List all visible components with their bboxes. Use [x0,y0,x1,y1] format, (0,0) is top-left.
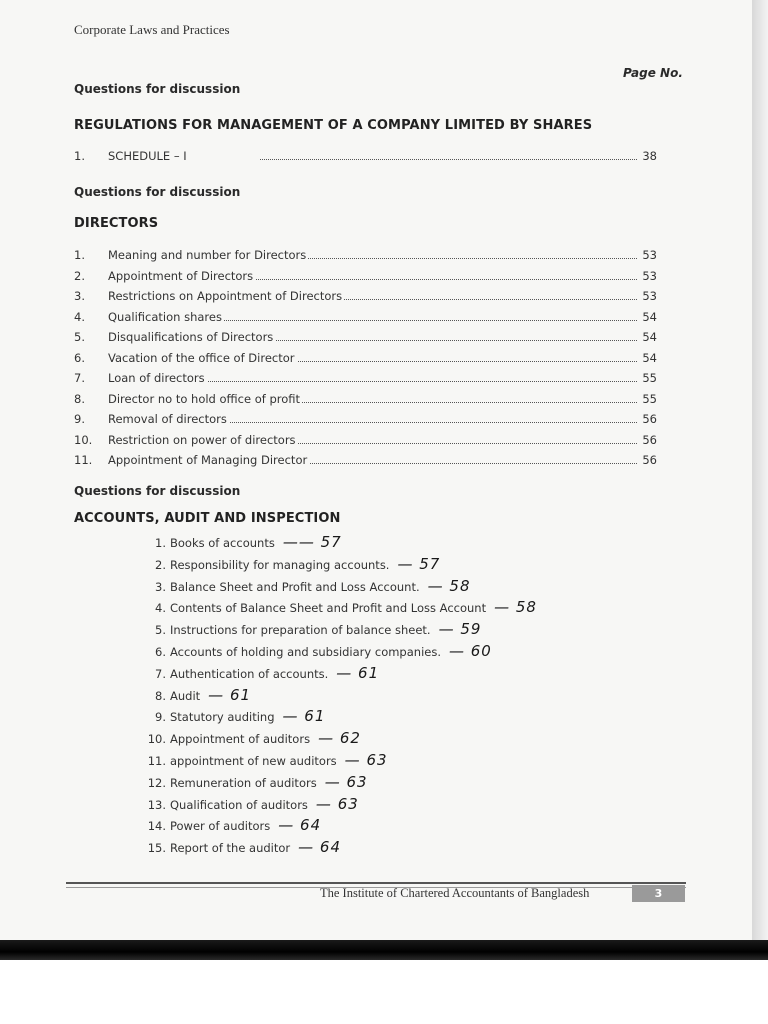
entry-number: 7. [155,666,166,681]
handwritten-page-note: —— 57 [282,533,342,551]
entry-number: 14. [147,819,166,834]
directors-entry [74,453,657,469]
entry-label: Director no to hold office of profit [108,391,301,406]
handwritten-page-note: — 58 [427,576,471,595]
accounts-entry [140,838,341,856]
accounts-entry [140,642,492,660]
entry-label: Qualification of auditors [170,797,308,812]
entry-label: Instructions for preparation of balance sheet. [170,623,431,638]
directors-heading: DIRECTORS [74,216,159,231]
accounts-entry [140,533,342,551]
entry-label: Remuneration of auditors [170,775,317,790]
entry-page: 56 [642,412,657,426]
accounts-entry [140,620,481,638]
entry-label: Appointment of Directors [108,268,254,283]
entry-number: 3. [74,289,85,303]
entry-number: 1. [74,149,85,163]
entry-page: 53 [642,268,657,283]
handwritten-page-note: — 61 [336,663,380,682]
questions-heading-2: Questions for discussion [74,185,241,199]
handwritten-page-note: — 63 [324,772,368,791]
handwritten-page-note: — 63 [344,751,388,769]
entry-label: Authentication of accounts. [170,666,329,681]
entry-number: 5. [155,623,166,638]
entry-page: 38 [642,149,657,163]
accounts-entry [140,707,325,725]
handwritten-page-note: — 57 [397,554,441,573]
directors-entry [74,371,657,387]
handwritten-page-note: — 63 [315,794,359,813]
entry-label: Report of the auditor [170,841,291,856]
questions-heading-1: Questions for discussion [74,82,241,96]
entry-label: Statutory auditing [170,710,275,725]
entry-page: 56 [642,453,657,467]
entry-label: Balance Sheet and Profit and Loss Account. [170,579,420,594]
entry-number: 4. [74,309,85,324]
entry-page: 56 [642,432,657,447]
accounts-entry [140,729,361,747]
directors-entry [74,269,657,285]
accounts-entry [140,773,368,791]
accounts-entry [140,555,440,573]
entry-number: 1. [155,536,166,550]
entry-number: 12. [147,775,166,790]
footer-institute: The Institute of Chartered Accountants of Bangladesh [320,886,590,900]
directors-entry [74,392,657,408]
accounts-entry [140,816,321,834]
running-header: Corporate Laws and Practices [74,22,230,37]
entry-page: 53 [642,248,657,262]
regulations-heading: REGULATIONS FOR MANAGEMENT OF A COMPANY LIMITED BY SHARES [74,118,593,133]
entry-page: 54 [642,350,657,365]
entry-label: Restrictions on Appointment of Directors [108,289,343,303]
handwritten-page-note: — 61 [282,707,326,726]
entry-number: 2. [74,268,85,283]
directors-entry [74,248,657,264]
page-edge-shadow [752,0,768,1024]
entry-number: 8. [74,391,85,406]
entry-page: 55 [642,391,657,406]
entry-number: 9. [74,412,85,426]
entry-number: 5. [74,330,85,344]
handwritten-page-note: — 62 [318,729,361,748]
handwritten-page-note: — 60 [448,642,492,660]
entry-label: Restriction on power of directors [108,432,296,447]
entry-label: Loan of directors [108,371,205,385]
entry-label: Meaning and number for Directors [108,248,307,262]
entry-label: Books of accounts [170,536,275,550]
entry-label: appointment of new auditors [170,754,337,768]
entry-label: Appointment of auditors [170,732,311,747]
entry-number: 11. [74,453,93,467]
directors-entry [74,351,657,367]
entry-number: 6. [74,350,85,365]
entry-label: Responsibility for managing accounts. [170,557,390,572]
accounts-entry [140,686,251,704]
page-number-badge: 3 [632,885,685,902]
entry-page: 54 [642,330,657,344]
directors-entry [74,330,657,346]
entry-label: Accounts of holding and subsidiary companies. [170,645,441,659]
entry-number: 11. [147,754,166,768]
scan-bottom-border [0,940,768,960]
entry-number: 10. [74,432,93,447]
dot-leader [260,159,637,160]
entry-number: 8. [155,688,166,703]
entry-number: 13. [147,797,166,812]
entry-label: Qualification shares [108,309,222,324]
entry-number: 2. [155,557,166,572]
directors-entry [74,289,657,305]
questions-heading-3: Questions for discussion [74,484,241,498]
entry-label: Removal of directors [108,412,227,426]
entry-label: Vacation of the office of Director [108,350,295,365]
entry-page: 53 [642,289,657,303]
handwritten-page-note: — 59 [438,620,482,639]
entry-number: 15. [147,841,166,856]
schedule-entry [74,149,657,165]
scan-margin [0,960,768,1024]
accounts-entry [140,795,359,813]
handwritten-page-note: — 58 [494,598,537,617]
entry-label: Power of auditors [170,819,271,834]
handwritten-page-note: — 61 [208,685,252,704]
handwritten-page-note: — 64 [298,838,342,857]
directors-entry [74,310,657,326]
directors-entry [74,412,657,428]
entry-number: 6. [155,645,166,659]
entry-page: 54 [642,309,657,324]
entry-number: 3. [155,579,166,594]
entry-number: 7. [74,371,85,385]
entry-number: 4. [155,601,166,616]
entry-label: Audit [170,688,201,703]
page-no-label: Page No. [623,66,683,80]
accounts-heading: ACCOUNTS, AUDIT AND INSPECTION [74,511,341,526]
entry-number: 9. [155,710,166,725]
handwritten-page-note: — 64 [278,816,322,835]
accounts-entry [140,751,388,769]
entry-label: Contents of Balance Sheet and Profit and Loss Account [170,601,487,616]
directors-entry [74,433,657,449]
entry-label: Appointment of Managing Director [108,453,308,467]
entry-number: 1. [74,248,85,262]
entry-label: Disqualifications of Directors [108,330,274,344]
entry-number: 10. [147,732,166,747]
entry-label: SCHEDULE – I [108,149,187,163]
entry-page: 55 [642,371,657,385]
accounts-entry [140,598,537,616]
accounts-entry [140,577,471,595]
accounts-entry [140,664,379,682]
